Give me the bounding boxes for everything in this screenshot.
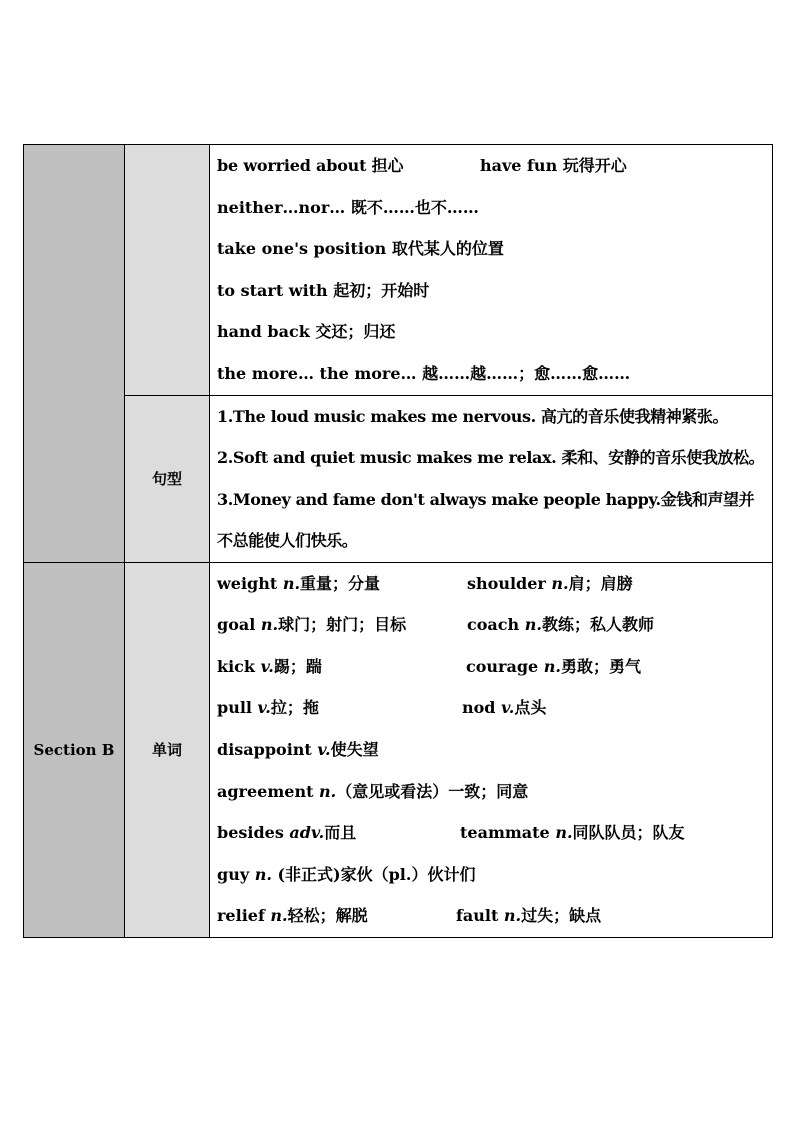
word-entry: [456, 895, 601, 937]
word-definition: 点头: [514, 698, 547, 718]
word-type-label: 单词: [125, 562, 210, 937]
word-entry: [217, 698, 319, 717]
word-definition: (非正式)家伙（pl.）伙计们: [271, 864, 476, 884]
word-term: fault: [456, 906, 504, 926]
part-of-speech: n.: [270, 906, 288, 926]
word-term: teammate: [460, 823, 556, 843]
phrase-text: the more… the more… 越……越……；愈……愈……: [217, 363, 631, 383]
part-of-speech: n.: [260, 615, 279, 635]
word-definition: 踢；踹: [273, 656, 322, 676]
word-definition: 球门；射门；目标: [278, 615, 407, 635]
section-b-label: Section B: [24, 562, 125, 937]
phrase-text: hand back 交还；归还: [217, 322, 396, 342]
word-line: [217, 687, 772, 729]
phrase-line: [217, 353, 772, 395]
phrase-line: [217, 228, 772, 270]
word-term: weight: [217, 573, 283, 593]
phrase-text: be worried about 担心: [217, 156, 404, 175]
phrases-row: [24, 145, 773, 396]
vocabulary-table: [23, 144, 773, 938]
word-entry: [466, 646, 641, 688]
word-definition: 肩；肩膀: [568, 573, 633, 593]
word-entry: [467, 563, 633, 605]
part-of-speech: n.: [551, 573, 569, 593]
word-line: [217, 729, 772, 771]
sentences-cell: [210, 395, 773, 562]
section-cell-empty: [24, 145, 125, 563]
word-line: [217, 771, 772, 813]
part-of-speech: n.: [319, 781, 337, 801]
part-of-speech: n.: [503, 906, 522, 926]
word-line: [217, 646, 772, 688]
word-entry: [217, 574, 380, 593]
word-definition: 拉；拖: [270, 698, 319, 718]
part-of-speech: n.: [543, 656, 561, 676]
word-term: besides: [217, 823, 290, 843]
word-entry: [217, 782, 528, 801]
word-definition: 使失望: [330, 739, 379, 759]
sentence-line: 1.The loud music makes me nervous. 高亢的音乐使我精神紧张。: [217, 406, 729, 426]
phrase-text: to start with 起初；开始时: [217, 280, 430, 300]
phrase-line: [217, 270, 772, 312]
word-term: agreement: [217, 781, 320, 801]
word-term: shoulder: [467, 573, 552, 593]
word-term: disappoint: [217, 739, 318, 759]
word-line: [217, 854, 772, 896]
sentence-line: 不总能使人们快乐。: [217, 531, 358, 551]
word-term: coach: [467, 615, 525, 635]
words-cell: [210, 562, 773, 937]
sentence-line: 2.Soft and quiet music makes me relax. 柔和、安静的音乐使我放松。: [217, 448, 765, 468]
word-definition: （意见或看法）一致；同意: [336, 781, 529, 801]
word-line: [217, 563, 772, 605]
word-term: courage: [466, 656, 544, 676]
word-term: pull: [217, 698, 258, 718]
part-of-speech: n.: [282, 573, 301, 593]
word-definition: 同队队员；队友: [572, 823, 685, 843]
part-of-speech: n.: [555, 823, 573, 843]
word-term: goal: [217, 615, 261, 635]
part-of-speech: adv.: [289, 823, 325, 843]
part-of-speech: n.: [524, 615, 542, 635]
word-definition: 勇敢；勇气: [560, 656, 641, 676]
word-line: [217, 604, 772, 646]
sentence-line: 3.Money and fame don't always make people happy.金钱和声望并: [217, 489, 755, 509]
word-line: [217, 895, 772, 937]
word-definition: 轻松；解脱: [287, 906, 368, 926]
word-definition: 而且: [324, 823, 357, 843]
word-line: [217, 812, 772, 854]
part-of-speech: v.: [257, 698, 271, 718]
word-entry: [460, 812, 685, 854]
word-term: guy: [217, 864, 255, 884]
part-of-speech: v.: [501, 698, 515, 718]
word-entry: [467, 604, 654, 646]
word-entry: [217, 657, 322, 676]
word-term: relief: [217, 906, 271, 926]
part-of-speech: n.: [254, 864, 272, 884]
sentence-type-label: 句型: [125, 395, 210, 562]
type-cell-empty: [125, 145, 210, 396]
phrases-cell: [210, 145, 773, 396]
phrase-line: [217, 145, 772, 187]
phrase-text: neither…nor… 既不……也不……: [217, 197, 479, 217]
word-definition: 过失；缺点: [521, 906, 602, 926]
phrase-text: take one's position 取代某人的位置: [217, 239, 504, 259]
word-entry: [217, 615, 406, 634]
word-definition: 重量；分量: [300, 573, 381, 593]
word-entry: [462, 687, 546, 729]
part-of-speech: v.: [317, 739, 331, 759]
words-row: [24, 562, 773, 937]
word-entry: [217, 823, 356, 842]
phrase-line: [217, 187, 772, 229]
phrase-text: have fun 玩得开心: [480, 156, 627, 175]
word-term: nod: [462, 698, 502, 718]
phrase-line: [217, 311, 772, 353]
word-term: kick: [217, 656, 261, 676]
word-entry: [217, 740, 379, 759]
word-entry: [217, 906, 368, 925]
sentences-row: [24, 395, 773, 562]
part-of-speech: v.: [260, 656, 274, 676]
word-entry: [217, 865, 475, 884]
word-definition: 教练；私人教师: [541, 615, 654, 635]
